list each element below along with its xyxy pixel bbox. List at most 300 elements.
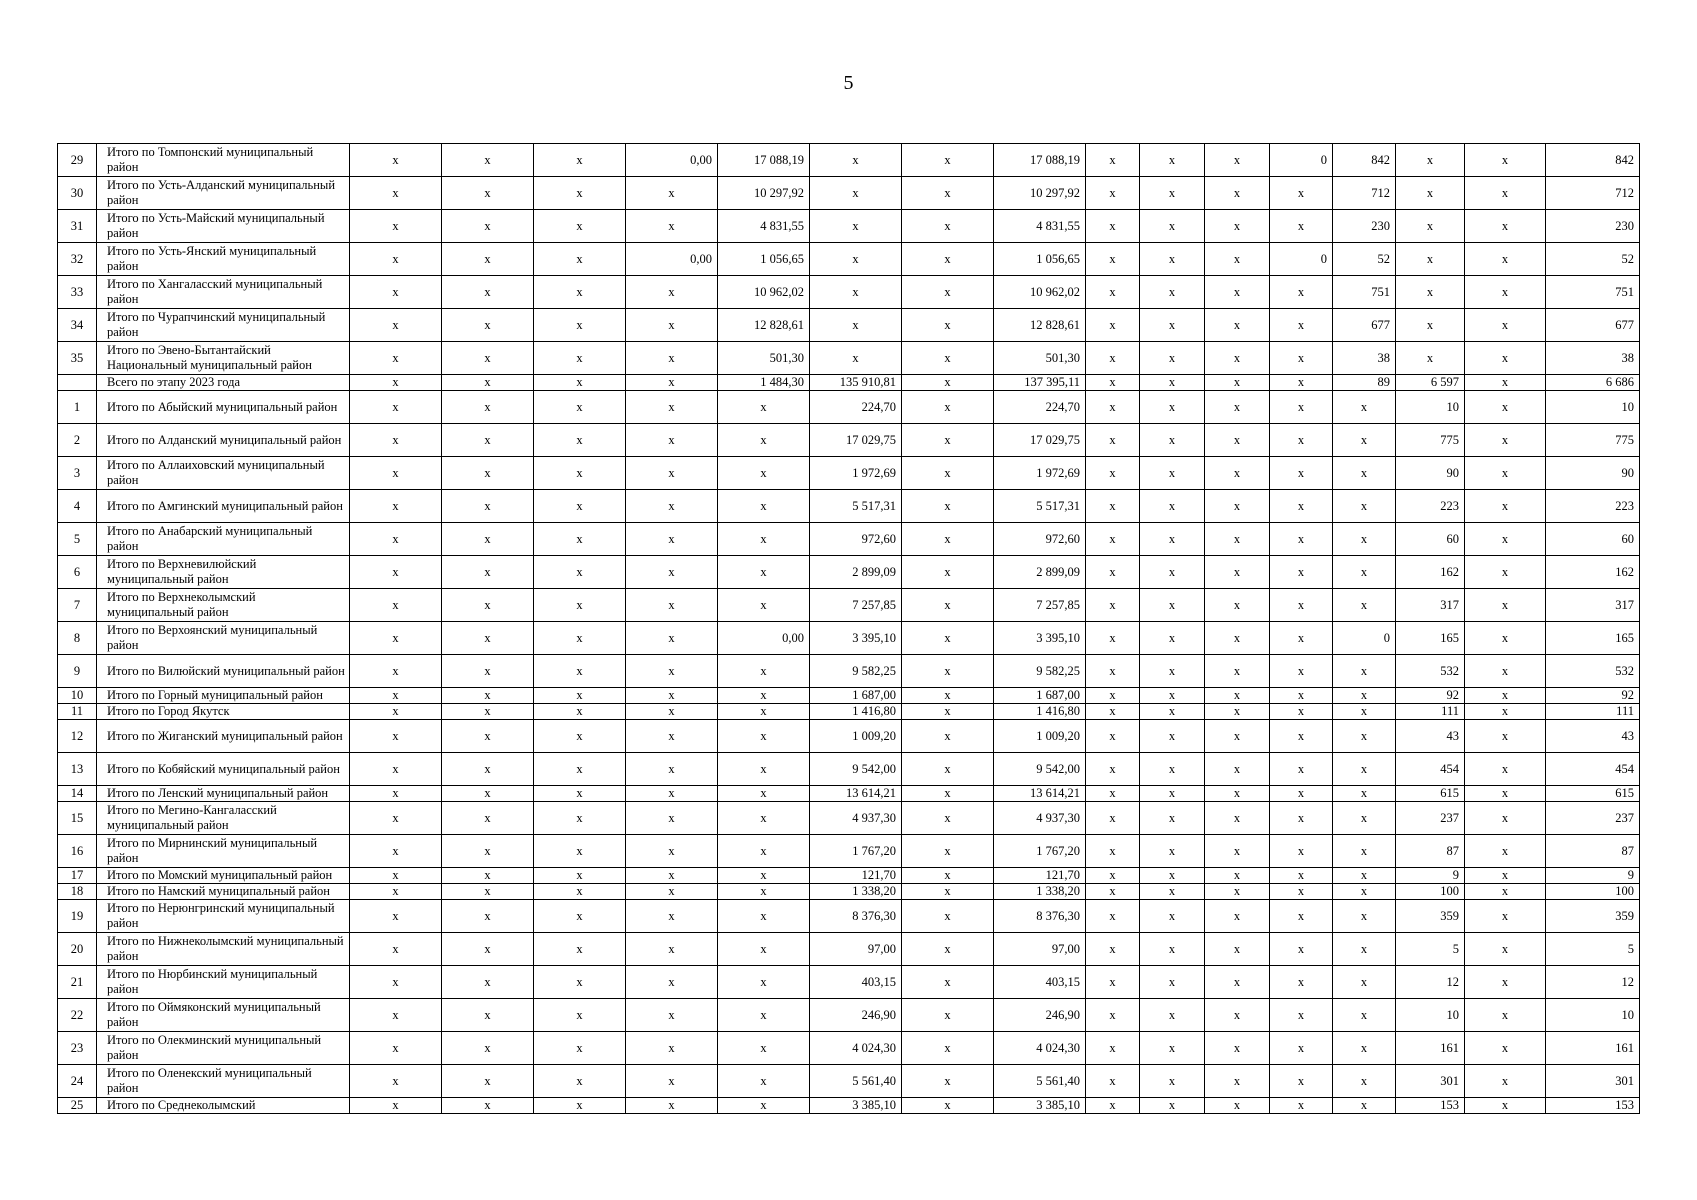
data-cell: x	[350, 1098, 442, 1114]
data-cell: 9	[1396, 868, 1465, 884]
data-cell: x	[626, 868, 718, 884]
district-name: Итого по Верхоянский муниципальный район	[97, 622, 350, 655]
data-cell: x	[1140, 704, 1205, 720]
data-cell: 301	[1546, 1065, 1640, 1098]
data-cell: 1 338,20	[810, 884, 902, 900]
data-cell: 7 257,85	[994, 589, 1086, 622]
data-cell: x	[350, 276, 442, 309]
table-row	[58, 177, 1640, 210]
data-cell: x	[1333, 589, 1396, 622]
data-cell: x	[1086, 589, 1140, 622]
row-number: 6	[58, 556, 97, 589]
data-cell: x	[1465, 309, 1546, 342]
data-cell: x	[1205, 589, 1270, 622]
data-cell: x	[626, 720, 718, 753]
data-cell: x	[1396, 342, 1465, 375]
data-cell: 751	[1546, 276, 1640, 309]
data-cell: x	[442, 1098, 534, 1114]
data-cell: x	[626, 490, 718, 523]
data-cell: x	[1465, 144, 1546, 177]
district-name: Итого по Верхневилюйский муниципальный район	[97, 556, 350, 589]
table-body	[58, 144, 1640, 1114]
data-cell: x	[1465, 655, 1546, 688]
data-cell: x	[1086, 802, 1140, 835]
data-cell: x	[1086, 688, 1140, 704]
data-cell: x	[902, 144, 994, 177]
data-cell: x	[902, 655, 994, 688]
data-cell: x	[1086, 243, 1140, 276]
data-cell: x	[1086, 424, 1140, 457]
data-cell: x	[718, 753, 810, 786]
data-cell: x	[810, 144, 902, 177]
data-cell: x	[1270, 900, 1333, 933]
data-cell: x	[1140, 589, 1205, 622]
data-cell: 842	[1546, 144, 1640, 177]
data-cell: 10	[1546, 391, 1640, 424]
data-cell: 12 828,61	[994, 309, 1086, 342]
data-cell: 8 376,30	[994, 900, 1086, 933]
data-cell: x	[534, 523, 626, 556]
data-cell: 454	[1546, 753, 1640, 786]
data-cell: 403,15	[810, 966, 902, 999]
data-cell: x	[350, 424, 442, 457]
data-cell: 10 297,92	[994, 177, 1086, 210]
table-row	[58, 1098, 1640, 1114]
data-cell: 751	[1333, 276, 1396, 309]
data-cell: x	[1270, 375, 1333, 391]
row-number: 17	[58, 868, 97, 884]
data-cell: 9 582,25	[810, 655, 902, 688]
data-cell: x	[902, 966, 994, 999]
data-cell: x	[534, 391, 626, 424]
data-cell: x	[442, 457, 534, 490]
district-name: Итого по Нерюнгринский муниципальный район	[97, 900, 350, 933]
data-cell: x	[442, 1065, 534, 1098]
data-cell: x	[1465, 342, 1546, 375]
data-cell: 100	[1546, 884, 1640, 900]
data-cell: x	[442, 900, 534, 933]
data-cell: x	[1465, 457, 1546, 490]
data-cell: x	[442, 786, 534, 802]
data-cell: 10 297,92	[718, 177, 810, 210]
data-cell: x	[718, 966, 810, 999]
data-cell: x	[1333, 457, 1396, 490]
data-cell: x	[1086, 342, 1140, 375]
data-cell: x	[902, 210, 994, 243]
data-cell: 137 395,11	[994, 375, 1086, 391]
data-cell: x	[534, 457, 626, 490]
data-cell: 615	[1396, 786, 1465, 802]
data-cell: x	[442, 720, 534, 753]
data-cell: x	[718, 884, 810, 900]
data-cell: 38	[1546, 342, 1640, 375]
data-cell: x	[1270, 933, 1333, 966]
data-cell: x	[1270, 835, 1333, 868]
data-cell: x	[1270, 177, 1333, 210]
data-cell: 5 561,40	[994, 1065, 1086, 1098]
data-cell: x	[1086, 375, 1140, 391]
data-cell: x	[1270, 342, 1333, 375]
data-cell: x	[626, 457, 718, 490]
data-cell: x	[626, 802, 718, 835]
data-cell: x	[1270, 556, 1333, 589]
data-cell: x	[1333, 391, 1396, 424]
data-cell: x	[1396, 177, 1465, 210]
data-cell: x	[1205, 391, 1270, 424]
data-cell: x	[626, 589, 718, 622]
data-cell: 223	[1396, 490, 1465, 523]
data-cell: x	[350, 589, 442, 622]
data-cell: x	[810, 342, 902, 375]
data-cell: 17 029,75	[810, 424, 902, 457]
data-cell: x	[1205, 966, 1270, 999]
data-cell: 121,70	[810, 868, 902, 884]
data-cell: x	[626, 622, 718, 655]
row-number: 1	[58, 391, 97, 424]
data-cell: x	[1205, 900, 1270, 933]
district-name: Итого по Нижнеколымский муниципальный район	[97, 933, 350, 966]
data-cell: x	[1086, 966, 1140, 999]
data-cell: x	[626, 1032, 718, 1065]
data-cell: x	[1465, 786, 1546, 802]
table-row	[58, 589, 1640, 622]
data-cell: x	[1140, 556, 1205, 589]
data-cell: 237	[1396, 802, 1465, 835]
data-cell: x	[350, 243, 442, 276]
data-cell: x	[442, 177, 534, 210]
data-cell: 7 257,85	[810, 589, 902, 622]
data-cell: 230	[1546, 210, 1640, 243]
district-name: Итого по Оленекский муниципальный район	[97, 1065, 350, 1098]
data-cell: x	[1396, 276, 1465, 309]
data-cell: x	[902, 884, 994, 900]
data-cell: x	[902, 835, 994, 868]
data-cell: 230	[1333, 210, 1396, 243]
district-name: Итого по Усть-Алданский муниципальный район	[97, 177, 350, 210]
data-cell: x	[1270, 424, 1333, 457]
data-cell: 89	[1333, 375, 1396, 391]
data-cell: x	[1333, 835, 1396, 868]
row-number: 32	[58, 243, 97, 276]
data-cell: x	[534, 720, 626, 753]
data-cell: x	[534, 243, 626, 276]
data-cell: x	[1333, 1032, 1396, 1065]
data-cell: 97,00	[810, 933, 902, 966]
data-cell: x	[1270, 720, 1333, 753]
data-cell: x	[1465, 868, 1546, 884]
table-row	[58, 688, 1640, 704]
data-cell: x	[442, 1032, 534, 1065]
row-number: 12	[58, 720, 97, 753]
data-cell: x	[534, 622, 626, 655]
data-cell: 162	[1546, 556, 1640, 589]
data-cell: x	[902, 342, 994, 375]
data-cell: x	[1140, 1032, 1205, 1065]
data-cell: x	[442, 424, 534, 457]
data-cell: x	[350, 342, 442, 375]
data-cell: x	[1086, 391, 1140, 424]
data-cell: x	[1140, 868, 1205, 884]
data-cell: x	[350, 375, 442, 391]
page-number: 5	[843, 72, 854, 94]
data-cell: x	[1140, 342, 1205, 375]
data-cell: 842	[1333, 144, 1396, 177]
data-cell: x	[1465, 1032, 1546, 1065]
data-cell: x	[1140, 424, 1205, 457]
data-cell: x	[534, 966, 626, 999]
data-cell: x	[1086, 1098, 1140, 1114]
data-cell: 501,30	[718, 342, 810, 375]
data-cell: x	[1205, 342, 1270, 375]
data-cell: x	[350, 835, 442, 868]
data-cell: x	[1333, 868, 1396, 884]
data-cell: x	[626, 835, 718, 868]
table-row	[58, 457, 1640, 490]
data-cell: 317	[1546, 589, 1640, 622]
data-cell: x	[1140, 210, 1205, 243]
district-name: Итого по Усть-Майский муниципальный район	[97, 210, 350, 243]
data-cell: x	[1140, 144, 1205, 177]
data-cell: x	[1465, 884, 1546, 900]
data-cell: x	[442, 391, 534, 424]
data-cell: x	[718, 802, 810, 835]
data-cell: x	[1140, 802, 1205, 835]
data-cell: x	[350, 999, 442, 1032]
data-cell: x	[626, 342, 718, 375]
data-cell: 9 582,25	[994, 655, 1086, 688]
data-cell: 43	[1546, 720, 1640, 753]
data-cell: 17 029,75	[994, 424, 1086, 457]
data-cell: x	[1140, 835, 1205, 868]
data-cell: x	[534, 835, 626, 868]
data-cell: x	[902, 688, 994, 704]
data-cell: 1 338,20	[994, 884, 1086, 900]
data-cell: x	[1086, 1065, 1140, 1098]
data-cell: x	[1140, 966, 1205, 999]
data-cell: 12 828,61	[718, 309, 810, 342]
data-cell: x	[626, 704, 718, 720]
district-name: Итого по Анабарский муниципальный район	[97, 523, 350, 556]
data-cell: 135 910,81	[810, 375, 902, 391]
data-cell: 1 009,20	[810, 720, 902, 753]
data-cell: x	[1205, 884, 1270, 900]
data-cell: 2 899,09	[810, 556, 902, 589]
data-cell: x	[626, 655, 718, 688]
row-number: 35	[58, 342, 97, 375]
data-cell: x	[442, 490, 534, 523]
district-name: Итого по Оймяконский муниципальный район	[97, 999, 350, 1032]
data-cell: 13 614,21	[994, 786, 1086, 802]
row-number: 11	[58, 704, 97, 720]
data-cell: 532	[1546, 655, 1640, 688]
data-cell: 162	[1396, 556, 1465, 589]
data-cell: x	[350, 900, 442, 933]
district-name: Итого по Мегино-Кангаласский муниципальный район	[97, 802, 350, 835]
data-cell: x	[902, 786, 994, 802]
data-cell: x	[718, 786, 810, 802]
data-cell: x	[1270, 276, 1333, 309]
data-cell: x	[718, 900, 810, 933]
district-name: Итого по Нюрбинский муниципальный район	[97, 966, 350, 999]
table-row	[58, 276, 1640, 309]
district-name: Итого по Абыйский муниципальный район	[97, 391, 350, 424]
data-cell: 317	[1396, 589, 1465, 622]
district-name: Итого по Усть-Янский муниципальный район	[97, 243, 350, 276]
data-cell: x	[1270, 688, 1333, 704]
data-cell: 0	[1270, 243, 1333, 276]
data-cell: x	[1333, 688, 1396, 704]
data-cell: 153	[1396, 1098, 1465, 1114]
data-cell: x	[1270, 309, 1333, 342]
data-cell: x	[626, 309, 718, 342]
data-cell: 5 517,31	[994, 490, 1086, 523]
data-cell: x	[534, 144, 626, 177]
data-cell: x	[1270, 655, 1333, 688]
district-name: Итого по Томпонский муниципальный район	[97, 144, 350, 177]
data-cell: x	[718, 457, 810, 490]
data-cell: x	[442, 556, 534, 589]
data-cell: x	[350, 1032, 442, 1065]
district-name: Итого по Мирнинский муниципальный район	[97, 835, 350, 868]
data-cell: x	[350, 966, 442, 999]
data-cell: x	[1465, 835, 1546, 868]
data-cell: x	[1333, 786, 1396, 802]
data-cell: x	[350, 622, 442, 655]
row-number: 3	[58, 457, 97, 490]
data-cell: 1 484,30	[718, 375, 810, 391]
data-cell: x	[1465, 720, 1546, 753]
data-cell: x	[350, 933, 442, 966]
data-cell: x	[534, 933, 626, 966]
data-cell: x	[1140, 309, 1205, 342]
data-cell: x	[1333, 933, 1396, 966]
data-cell: 0,00	[626, 243, 718, 276]
data-cell: x	[626, 966, 718, 999]
row-number: 18	[58, 884, 97, 900]
table-row	[58, 933, 1640, 966]
data-cell: x	[1140, 622, 1205, 655]
data-cell: x	[350, 802, 442, 835]
data-cell: 97,00	[994, 933, 1086, 966]
data-cell: 972,60	[994, 523, 1086, 556]
district-name: Итого по Ленский муниципальный район	[97, 786, 350, 802]
data-cell: x	[1205, 276, 1270, 309]
data-cell: 1 416,80	[994, 704, 1086, 720]
data-cell: x	[350, 786, 442, 802]
data-cell: x	[1086, 177, 1140, 210]
data-cell: x	[442, 802, 534, 835]
data-cell: 3 395,10	[810, 622, 902, 655]
data-cell: 10	[1396, 999, 1465, 1032]
data-cell: x	[1465, 276, 1546, 309]
data-cell: x	[442, 210, 534, 243]
data-cell: x	[718, 589, 810, 622]
data-cell: 153	[1546, 1098, 1640, 1114]
data-cell: 223	[1546, 490, 1640, 523]
data-cell: x	[1205, 999, 1270, 1032]
data-cell: x	[718, 688, 810, 704]
data-cell: 4 024,30	[994, 1032, 1086, 1065]
data-cell: x	[442, 655, 534, 688]
table-row	[58, 999, 1640, 1032]
data-cell: x	[1205, 457, 1270, 490]
data-cell: x	[718, 720, 810, 753]
data-cell: x	[718, 1065, 810, 1098]
district-name: Итого по Жиганский муниципальный район	[97, 720, 350, 753]
data-cell: x	[534, 655, 626, 688]
data-cell: x	[810, 276, 902, 309]
data-cell: 92	[1396, 688, 1465, 704]
data-cell: x	[1270, 391, 1333, 424]
data-cell: x	[1205, 424, 1270, 457]
report-table	[57, 143, 1640, 1114]
table-row	[58, 424, 1640, 457]
data-cell: 532	[1396, 655, 1465, 688]
data-cell: x	[626, 210, 718, 243]
data-cell: x	[1465, 589, 1546, 622]
data-cell: x	[718, 999, 810, 1032]
data-cell: x	[718, 556, 810, 589]
data-cell: 6 597	[1396, 375, 1465, 391]
data-cell: x	[442, 523, 534, 556]
data-cell: x	[1465, 622, 1546, 655]
table-row	[58, 523, 1640, 556]
data-cell: x	[1465, 802, 1546, 835]
data-cell: x	[1140, 753, 1205, 786]
data-cell: 0	[1270, 144, 1333, 177]
data-cell: x	[1205, 556, 1270, 589]
row-number: 5	[58, 523, 97, 556]
data-cell: x	[1205, 1098, 1270, 1114]
data-cell: 0	[1333, 622, 1396, 655]
row-number: 15	[58, 802, 97, 835]
data-cell: x	[1086, 622, 1140, 655]
data-cell: 4 831,55	[718, 210, 810, 243]
data-cell: x	[1205, 786, 1270, 802]
data-cell: 165	[1546, 622, 1640, 655]
data-cell: x	[810, 309, 902, 342]
table-row	[58, 720, 1640, 753]
data-cell: 87	[1546, 835, 1640, 868]
data-cell: 5 517,31	[810, 490, 902, 523]
data-cell: x	[534, 868, 626, 884]
data-cell: 10	[1396, 391, 1465, 424]
data-cell: 712	[1546, 177, 1640, 210]
data-cell: x	[626, 523, 718, 556]
data-cell: x	[534, 786, 626, 802]
data-cell: x	[902, 243, 994, 276]
data-cell: x	[902, 424, 994, 457]
data-cell: x	[718, 490, 810, 523]
data-cell: x	[1205, 1065, 1270, 1098]
data-cell: x	[1140, 655, 1205, 688]
data-cell: 246,90	[994, 999, 1086, 1032]
data-cell: x	[1465, 704, 1546, 720]
data-cell: x	[442, 144, 534, 177]
data-cell: 1 056,65	[718, 243, 810, 276]
data-cell: x	[1465, 556, 1546, 589]
data-cell: 10 962,02	[994, 276, 1086, 309]
data-cell: x	[718, 704, 810, 720]
data-cell: 4 024,30	[810, 1032, 902, 1065]
data-cell: x	[1465, 375, 1546, 391]
district-name: Итого по Верхнеколымский муниципальный район	[97, 589, 350, 622]
data-cell: 1 767,20	[810, 835, 902, 868]
data-cell: x	[1205, 835, 1270, 868]
district-name: Итого по Горный муниципальный район	[97, 688, 350, 704]
data-cell: x	[1205, 243, 1270, 276]
row-number: 10	[58, 688, 97, 704]
